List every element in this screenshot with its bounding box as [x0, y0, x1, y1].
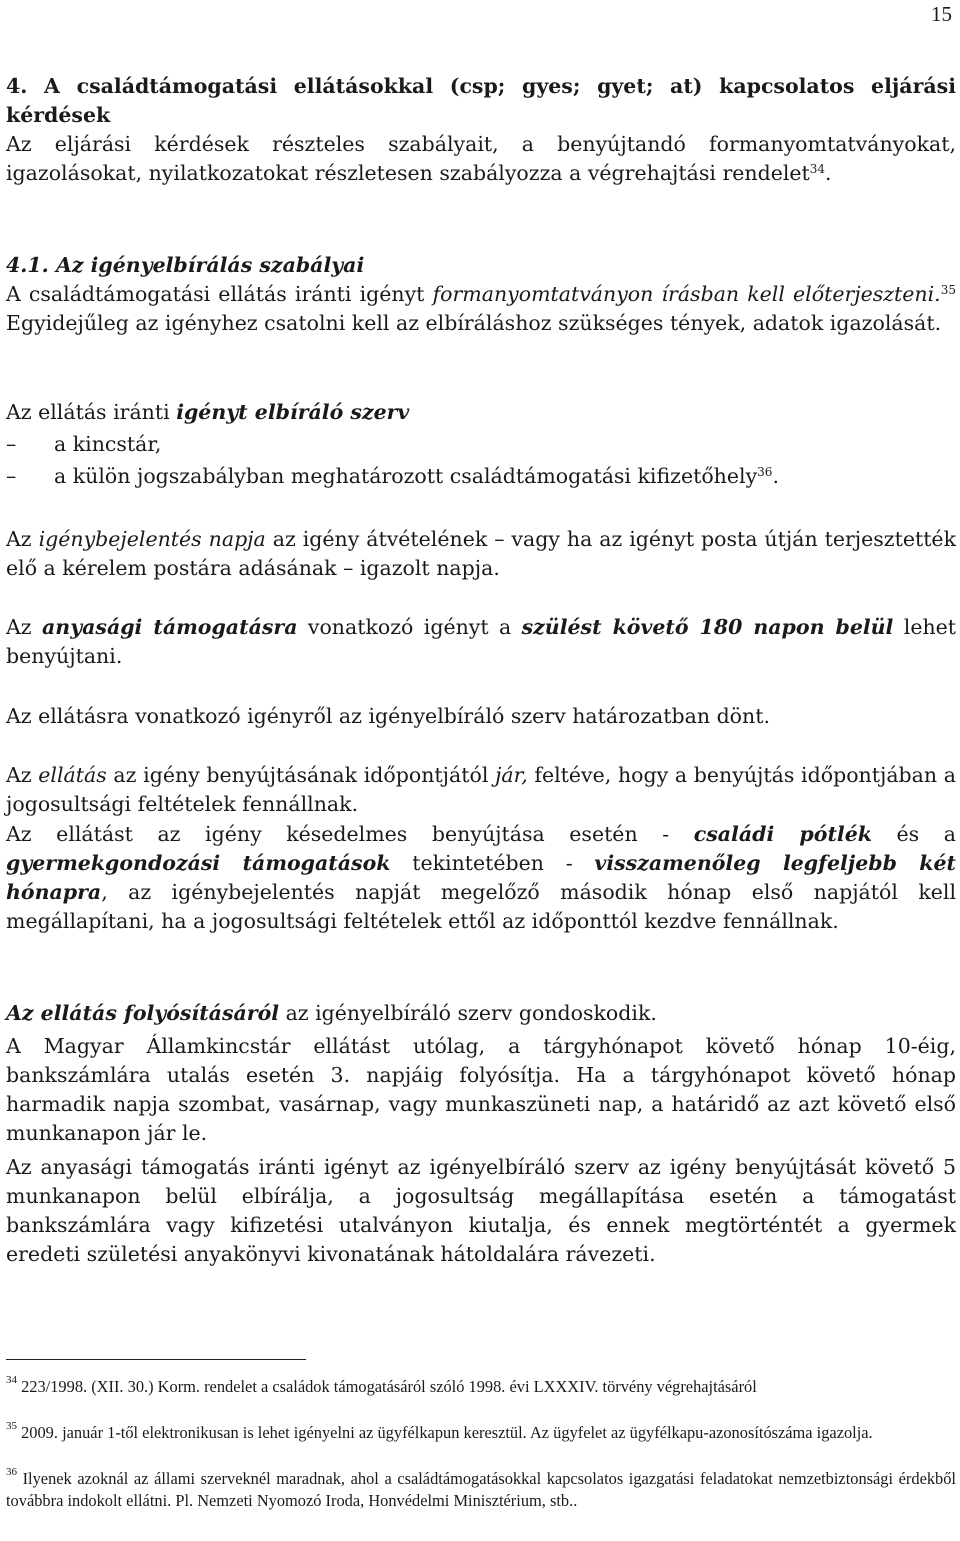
intro-text: Az eljárási kérdések részteles szabályait, a benyújtandó formanyomtatványokat, igazolásokat, nyilatkozatokat részletesen szabályozza a végrehajtási rendelet: [6, 132, 956, 185]
paragraph-maternity-processing: Az anyasági támogatás iránti igényt az igényelbíráló szerv az igény benyújtását követő 5 munkanapon belül elbírálja, a jogosultság megállapítása esetén a támogatást bankszámlára vagy kifizetési utalványon kiutalja, és ennek megtörténtét a gyermek eredeti születési anyakönyvi kivonatának hátoldalára rávezeti.: [6, 1155, 956, 1266]
paragraph-maternity-support: Az anyasági támogatásra vonatkozó igényt a szülést követő 180 napon belül lehet benyújtani.: [6, 615, 957, 668]
paragraph-treasury-payment: A Magyar Államkincstár ellátást utólag, a tárgyhónapot követő hónap 10-éig, bankszámlára utalás esetén 3. napjáig folyósítja. Ha a tárgyhónapot követő hónap harmadik napja szombat, vasárnap, vagy munkaszüneti nap, a határidő az azt követő első munkanapon jár le.: [6, 1034, 956, 1145]
footnote-ref-36[interactable]: 36: [757, 465, 773, 479]
paragraph-claim-submission: A családtámogatási ellátás iránti igényt formanyomtatványon írásban kell előterjeszteni.$^{35}$ Egyidejűleg az igényhez csatolni kell az elbíráláshoz szükséges tények, adatok igazolását.: [6, 282, 956, 335]
footnote: $^{35}$ 2009. január 1-től elektronikusan is lehet igényelni az ügyfélkapun keresztül. Az ügyfelet az ügyfélkapu-azonosítószáma igazolja.: [6, 1420, 873, 1442]
list-item: – a külön jogszabályban meghatározott családtámogatási kifizetőhely$^{36}$.: [6, 462, 956, 491]
list-item: – a kincstár,: [6, 430, 956, 459]
list-dash: –: [6, 464, 17, 488]
subsection-heading: 4.1. Az igényelbírálás szabályai: [6, 253, 365, 277]
section-heading: 4. A családtámogatási ellátásokkal (csp; gyes; gyet; at) kapcsolatos eljárási kérdések: [6, 74, 956, 127]
footnote-number: 36: [6, 1466, 17, 1478]
footnote-ref-34[interactable]: 34: [809, 162, 826, 176]
footnote: $^{34}$ 223/1998. (XII. 30.) Korm. rendelet a családok támogatásáról szóló 1998. évi LXXXIV. törvény végrehajtásáról: [6, 1374, 757, 1396]
footnote-separator: [6, 1359, 306, 1360]
page-number: 15: [931, 2, 952, 26]
paragraph-entitlement: Az ellátás az igény benyújtásának időpontjától jár, feltéve, hogy a benyújtás időpontjában a jogosultsági feltételek fennállnak.: [6, 763, 956, 816]
paragraph-deciding-body: Az ellátás iránti igényt elbíráló szerv: [6, 400, 410, 424]
paragraph-claim-date: Az igénybejelentés napja az igény átvételének – vagy ha az igényt posta útján terjesztették elő a kérelem postára adásának – igazolt napja.: [6, 527, 956, 580]
intro-paragraph: Az eljárási kérdések részteles szabályait, a benyújtandó formanyomtatványokat, igazolásokat, nyilatkozatokat részletesen szabályozza a végrehajtási rendelet$^{34}$.: [6, 132, 956, 185]
footnote-number: 35: [6, 1420, 17, 1432]
footnote-ref-35[interactable]: 35: [940, 283, 956, 297]
list-dash: –: [6, 432, 17, 456]
footnote: $^{36}$ Ilyenek azoknál az állami szerveknél maradnak, ahol a családtámogatásokkal kapcsolatos igazgatási feladatokat nemzetbiztonsági érdekből továbbra indokolt ellátni. Pl. Nemzeti Nyomozó Iroda, Honvédelmi Minisztérium, stb..: [6, 1466, 956, 1510]
paragraph-decision: Az ellátásra vonatkozó igényről az igényelbíráló szerv határozatban dönt.: [6, 704, 770, 728]
paragraph-disbursement: Az ellátás folyósításáról az igényelbíráló szerv gondoskodik.: [6, 1001, 657, 1025]
footnote-number: 34: [6, 1374, 17, 1386]
paragraph-late-submission: Az ellátást az igény késedelmes benyújtása esetén - családi pótlék és a gyermekgondozási támogatások tekintetében - visszamenőleg legfeljebb két hónapra, az igénybejelentés napját megelőző második hónap első napjától kell megállapítani, ha a jogosultsági feltételek ettől az időponttól kezdve fennállnak.: [6, 822, 956, 933]
